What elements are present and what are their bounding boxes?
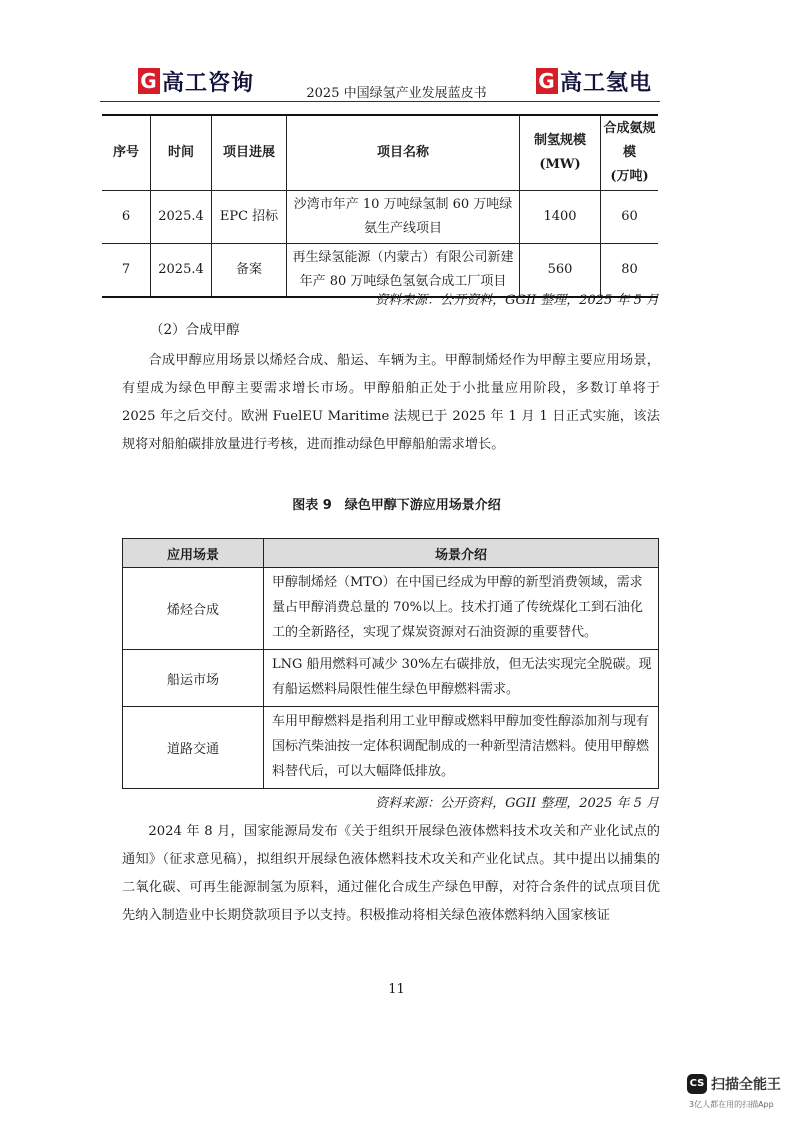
cell-scene: 烯烃合成: [123, 568, 264, 650]
camscanner-watermark: [687, 1074, 781, 1094]
camscanner-name: 扫描全能王: [711, 1077, 781, 1093]
h2-scale-label: 制氢规模: [533, 133, 586, 148]
col-header-nh3-scale: [601, 115, 659, 191]
table-header-row: [123, 539, 659, 568]
cell-no: 6: [102, 191, 151, 244]
table-header-row: [102, 115, 658, 191]
cell-scene: 船运市场: [123, 650, 264, 707]
cell-h2: 1400: [520, 191, 601, 244]
col-header-time: 时间: [151, 115, 212, 191]
camscanner-icon: CS: [687, 1074, 707, 1094]
section-subheading: （2）合成甲醇: [150, 322, 240, 338]
body-paragraph: 2024 年 8 月，国家能源局发布《关于组织开展绿色液体燃料技术攻关和产业化试点的通知》（征求意见稿），拟组织开展绿色液体燃料技术攻关和产业化试点。其中提出以捕集的二氧化碳、可再生能源制氢为原料，通过催化合成生产绿色甲醇，对符合条件的试点项目优先纳入制造业中长期贷款项目予以支持。积极推动将相关绿色液体燃料纳入国家核证: [122, 824, 660, 923]
cell-nh3: 80: [601, 244, 659, 298]
logo-text: 高工氢电: [560, 70, 653, 96]
logo-g-mark: G: [138, 68, 160, 94]
page-number: 11: [388, 982, 405, 997]
body-paragraph: 合成甲醇应用场景以烯烃合成、船运、车辆为主。甲醇制烯烃作为甲醇主要应用场景，有望成为绿色甲醇主要需求增长市场。甲醇船舶正处于小批量应用阶段，多数订单将于 2025 年之后交付。欧洲 FuelEU Maritime 法规已于 2025 年 1 月 1 日正式实施，该法规将对船舶碳排放量进行考核，进而推动绿色甲醇船舶需求增长。: [122, 353, 660, 452]
logo-text: 高工咨询: [162, 70, 255, 96]
cell-desc: LNG 船用燃料可减少 30%左右碳排放，但无法实现完全脱碳。现有船运燃料局限性催生绿色甲醇燃料需求。: [264, 650, 659, 707]
cell-time: 2025.4: [151, 191, 212, 244]
table-row: [123, 568, 659, 650]
logo-g-mark: G: [536, 68, 558, 94]
cell-h2: 560: [520, 244, 601, 298]
table-row: [123, 707, 659, 789]
col-header-name: 项目名称: [287, 115, 520, 191]
table-row: [123, 650, 659, 707]
col-header-no: 序号: [102, 115, 151, 191]
methanol-scenario-table: [122, 538, 659, 789]
col-header-h2-scale: [520, 115, 601, 191]
document-header-title: 2025 中国绿氢产业发展蓝皮书: [306, 86, 487, 101]
nh3-scale-label: 合成氨规模: [603, 121, 656, 160]
cell-nh3: 60: [601, 191, 659, 244]
figure-source-note: 资料来源：公开资料，GGII 整理，2025 年 5 月: [375, 796, 659, 811]
cell-scene: 道路交通: [123, 707, 264, 789]
table-row: [102, 191, 658, 244]
table-source-note: 资料来源：公开资料，GGII 整理，2025 年 5 月: [375, 293, 659, 308]
project-table: [102, 114, 658, 298]
cell-name: 再生绿氢能源（内蒙古）有限公司新建年产 80 万吨绿色氢氨合成工厂项目: [287, 244, 520, 298]
nh3-scale-unit: (万吨): [610, 169, 649, 184]
cell-desc: 甲醇制烯烃（MTO）在中国已经成为甲醇的新型消费领域，需求量占甲醇消费总量的 70%以上。技术打通了传统煤化工到石油化工的全新路径，实现了煤炭资源对石油资源的重要替代。: [264, 568, 659, 650]
cell-name: 沙湾市年产 10 万吨绿氢制 60 万吨绿氨生产线项目: [287, 191, 520, 244]
camscanner-tagline: 3亿人都在用的扫描App: [689, 1100, 774, 1109]
cell-progress: EPC 招标: [212, 191, 287, 244]
col-header-desc: 场景介绍: [264, 539, 659, 568]
header-divider: [100, 101, 660, 102]
logo-gaogong-hydrogen: [536, 66, 652, 96]
cell-no: 7: [102, 244, 151, 298]
figure-title: 图表 9 绿色甲醇下游应用场景介绍: [292, 498, 501, 513]
col-header-scene: 应用场景: [123, 539, 264, 568]
h2-scale-unit: (MW): [539, 157, 581, 172]
col-header-progress: 项目进展: [212, 115, 287, 191]
cell-progress: 备案: [212, 244, 287, 298]
cell-desc: 车用甲醇燃料是指利用工业甲醇或燃料甲醇加变性醇添加剂与现有国标汽柴油按一定体积调配制成的一种新型清洁燃料。使用甲醇燃料替代后，可以大幅降低排放。: [264, 707, 659, 789]
cell-time: 2025.4: [151, 244, 212, 298]
